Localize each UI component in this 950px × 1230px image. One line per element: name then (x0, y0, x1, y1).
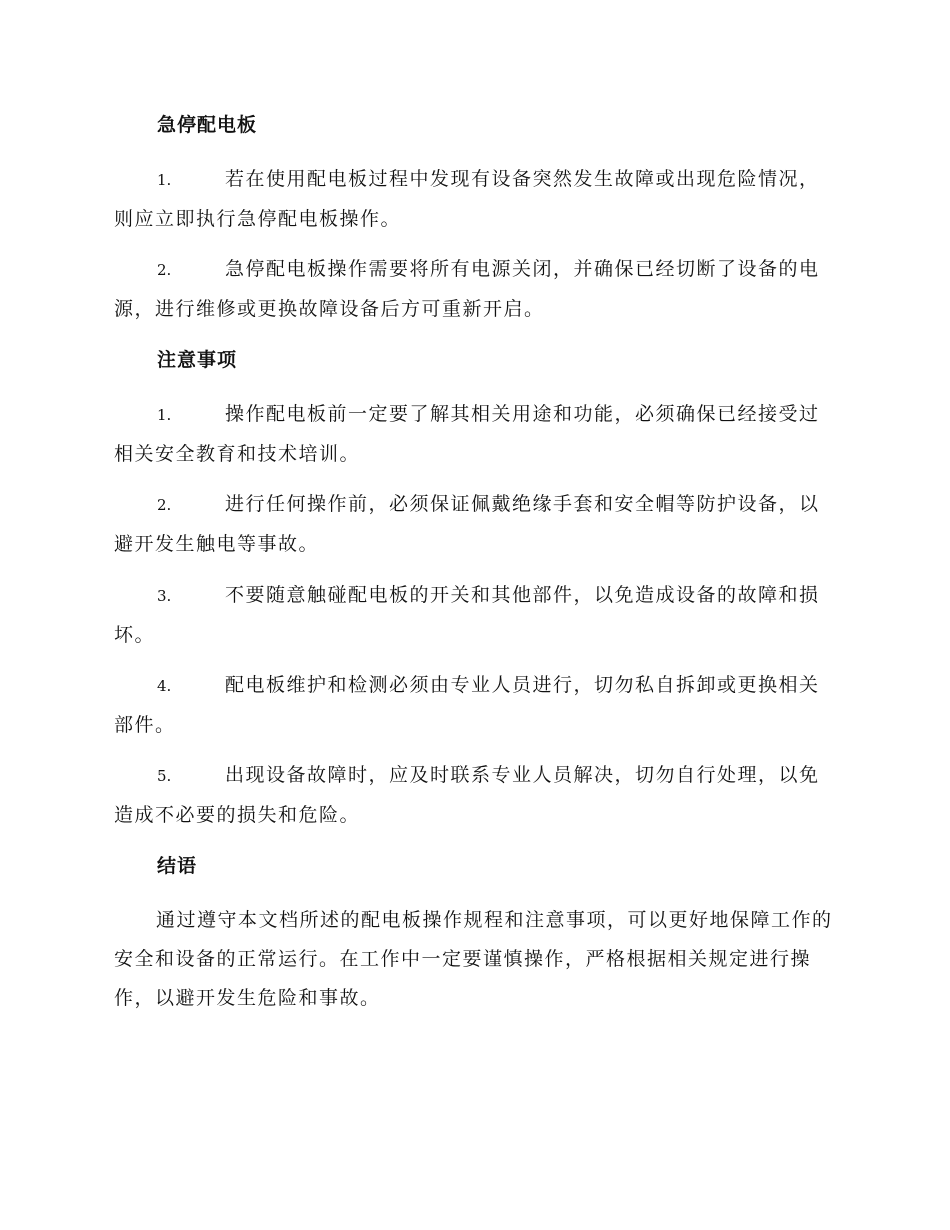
section-heading-conclusion: 结语 (157, 855, 198, 877)
list-item-text: 急停配电板操作需要将所有电源关闭，并确保已经切断了设备的电源，进行维修或更换故障设备后方可重新开启。 (114, 258, 820, 320)
list-item-text: 操作配电板前一定要了解其相关用途和功能，必须确保已经接受过相关安全教育和技术培训。 (114, 403, 820, 465)
list-item (114, 395, 834, 474)
list-item-text: 配电板维护和检测必须由专业人员进行，切勿私自拆卸或更换相关部件。 (114, 674, 820, 736)
list-item (114, 576, 834, 655)
list-item-text: 进行任何操作前，必须保证佩戴绝缘手套和安全帽等防护设备，以避开发生触电等事故。 (114, 493, 820, 555)
list-item (114, 250, 834, 329)
list-item-text: 若在使用配电板过程中发现有设备突然发生故障或出现危险情况，则应立即执行急停配电板操作。 (114, 168, 820, 230)
list-item-number: 1. (157, 171, 172, 189)
list-item-number: 2. (157, 261, 172, 279)
section-heading-precautions: 注意事项 (157, 349, 238, 371)
list-item (114, 485, 834, 564)
list-item-number: 1. (157, 406, 172, 424)
list-item-number: 5. (157, 767, 172, 785)
list-item-text: 不要随意触碰配电板的开关和其他部件，以免造成设备的故障和损坏。 (114, 584, 820, 646)
list-item (114, 160, 834, 239)
conclusion-paragraph: 通过遵守本文档所述的配电板操作规程和注意事项，可以更好地保障工作的安全和设备的正常运行。在工作中一定要谨慎操作，严格根据相关规定进行操作，以避开发生危险和事故。 (114, 909, 833, 1009)
list-item (114, 756, 834, 835)
section-heading-emergency-stop: 急停配电板 (157, 114, 258, 136)
list-item-number: 2. (157, 496, 172, 514)
list-item-text: 出现设备故障时，应及时联系专业人员解决，切勿自行处理，以免造成不必要的损失和危险。 (114, 764, 820, 826)
list-item (114, 666, 834, 745)
list-item-number: 3. (157, 587, 172, 605)
list-item-number: 4. (157, 677, 172, 695)
